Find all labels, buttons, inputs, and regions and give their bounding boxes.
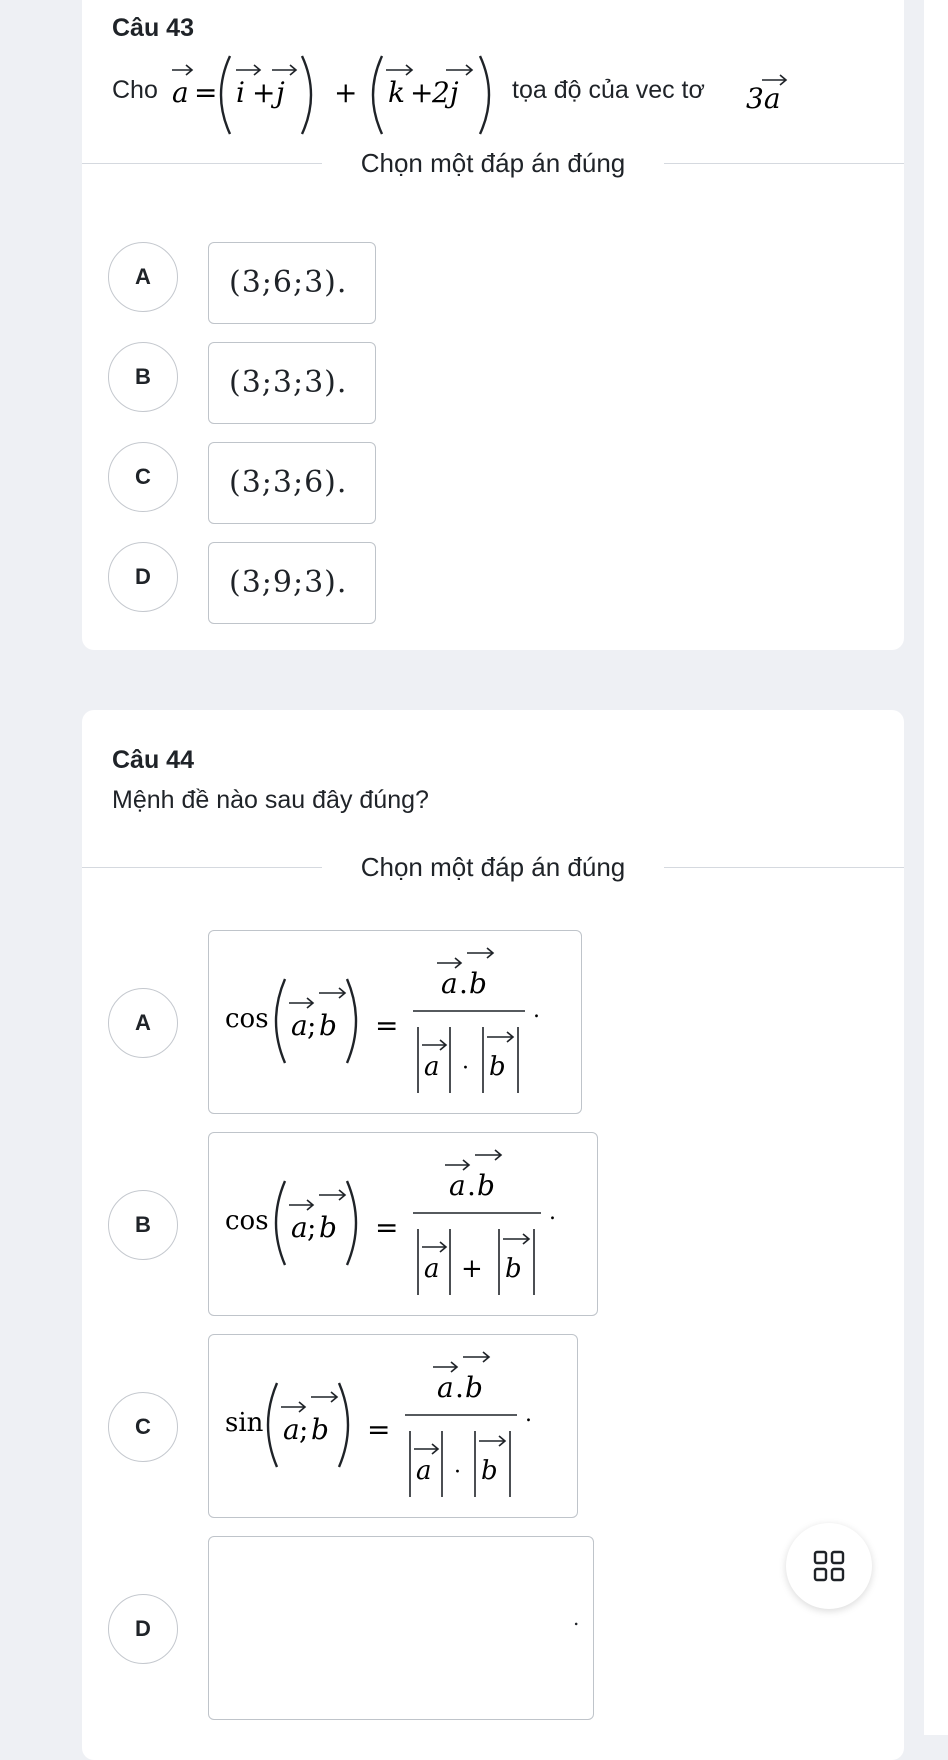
svg-text:a: a: [291, 1211, 308, 1244]
question-title: Câu 44: [112, 746, 194, 774]
option-answer-box[interactable]: [208, 930, 582, 1114]
option-letter-b[interactable]: B: [108, 342, 178, 412]
answer-divider: [82, 852, 904, 882]
option-text: (3;9;3).: [229, 565, 348, 600]
instruction-text: Chọn một đáp án đúng: [335, 852, 652, 882]
svg-text:;: ;: [307, 1009, 317, 1042]
svg-text:=: =: [194, 76, 218, 109]
option-answer-box[interactable]: [208, 542, 376, 624]
option-letter-a[interactable]: A: [108, 988, 178, 1058]
question-statement: [112, 50, 892, 140]
formula-symbol: i: [236, 76, 245, 109]
formula-image: [215, 1335, 575, 1515]
option-letter-b[interactable]: B: [108, 1190, 178, 1260]
svg-text:.: .: [533, 998, 540, 1023]
option-answer-box[interactable]: [208, 1334, 578, 1518]
grid-icon: [813, 1550, 845, 1582]
svg-text:.: .: [573, 1606, 580, 1630]
operator: +: [461, 1254, 483, 1284]
svg-text:.: .: [467, 1169, 476, 1202]
svg-text:a: a: [424, 1052, 440, 1082]
svg-text:b: b: [319, 1211, 337, 1244]
svg-text:=: =: [375, 1211, 399, 1244]
function-name: cos: [225, 1004, 269, 1034]
svg-text:.: .: [525, 1402, 532, 1427]
svg-text:+: +: [252, 76, 276, 109]
formula-image: [215, 931, 575, 1111]
formula-image: [215, 1133, 595, 1313]
question-text: Mệnh đề nào sau đây đúng?: [112, 786, 429, 814]
question-card-44: [82, 710, 904, 1760]
svg-text:=: =: [375, 1009, 399, 1042]
formula-image-loading: [209, 1537, 589, 1717]
option-text: (3;3;6).: [229, 465, 348, 500]
formula-symbol: j: [276, 76, 285, 109]
option-answer-box[interactable]: [208, 1536, 594, 1720]
option-answer-box[interactable]: [208, 1132, 598, 1316]
option-letter-a[interactable]: A: [108, 242, 178, 312]
question-title: Câu 43: [112, 14, 194, 42]
svg-text:.: .: [549, 1200, 556, 1225]
svg-text:b: b: [505, 1254, 522, 1284]
svg-text:b: b: [469, 967, 487, 1000]
svg-text:a: a: [283, 1413, 300, 1446]
formula-symbol: 3a: [746, 82, 781, 115]
option-text: (3;3;3).: [229, 365, 348, 400]
option-letter-d[interactable]: D: [108, 1594, 178, 1664]
operator: ·: [454, 1460, 461, 1485]
svg-text:;: ;: [299, 1413, 309, 1446]
svg-text:b: b: [319, 1009, 337, 1042]
svg-text:a: a: [449, 1169, 466, 1202]
svg-text:b: b: [311, 1413, 329, 1446]
option-letter-c[interactable]: C: [108, 442, 178, 512]
operator: ·: [462, 1056, 469, 1081]
target-vector: [744, 66, 804, 126]
formula-symbol: k: [388, 76, 405, 109]
option-answer-box[interactable]: [208, 242, 376, 324]
svg-text:b: b: [481, 1456, 498, 1486]
svg-text:a: a: [441, 967, 458, 1000]
question-grid-button[interactable]: [786, 1523, 872, 1609]
option-text: (3;6;3).: [229, 265, 348, 300]
question-prefix: Cho: [112, 76, 158, 104]
answer-divider: [82, 148, 904, 178]
svg-text:a: a: [291, 1009, 308, 1042]
svg-text:+: +: [410, 76, 434, 109]
svg-text:a: a: [424, 1254, 440, 1284]
question-suffix: tọa độ của vec tơ: [512, 76, 705, 104]
option-answer-box[interactable]: [208, 442, 376, 524]
function-name: cos: [225, 1206, 269, 1236]
svg-text:a: a: [416, 1456, 432, 1486]
svg-text:b: b: [465, 1371, 483, 1404]
question-card-43: [82, 0, 904, 650]
option-answer-box[interactable]: [208, 342, 376, 424]
svg-text:+: +: [334, 76, 358, 109]
instruction-text: Chọn một đáp án đúng: [335, 148, 652, 178]
function-name: sin: [225, 1408, 264, 1438]
svg-text:.: .: [455, 1371, 464, 1404]
scroll-gutter: [924, 0, 948, 1735]
formula-symbol: 2j: [432, 76, 459, 109]
option-letter-c[interactable]: C: [108, 1392, 178, 1462]
svg-text:.: .: [459, 967, 468, 1000]
svg-text:b: b: [489, 1052, 506, 1082]
svg-text:a: a: [437, 1371, 454, 1404]
formula-symbol: a: [172, 76, 189, 109]
svg-text:;: ;: [307, 1211, 317, 1244]
svg-text:=: =: [367, 1413, 391, 1446]
option-letter-d[interactable]: D: [108, 542, 178, 612]
svg-text:b: b: [477, 1169, 495, 1202]
